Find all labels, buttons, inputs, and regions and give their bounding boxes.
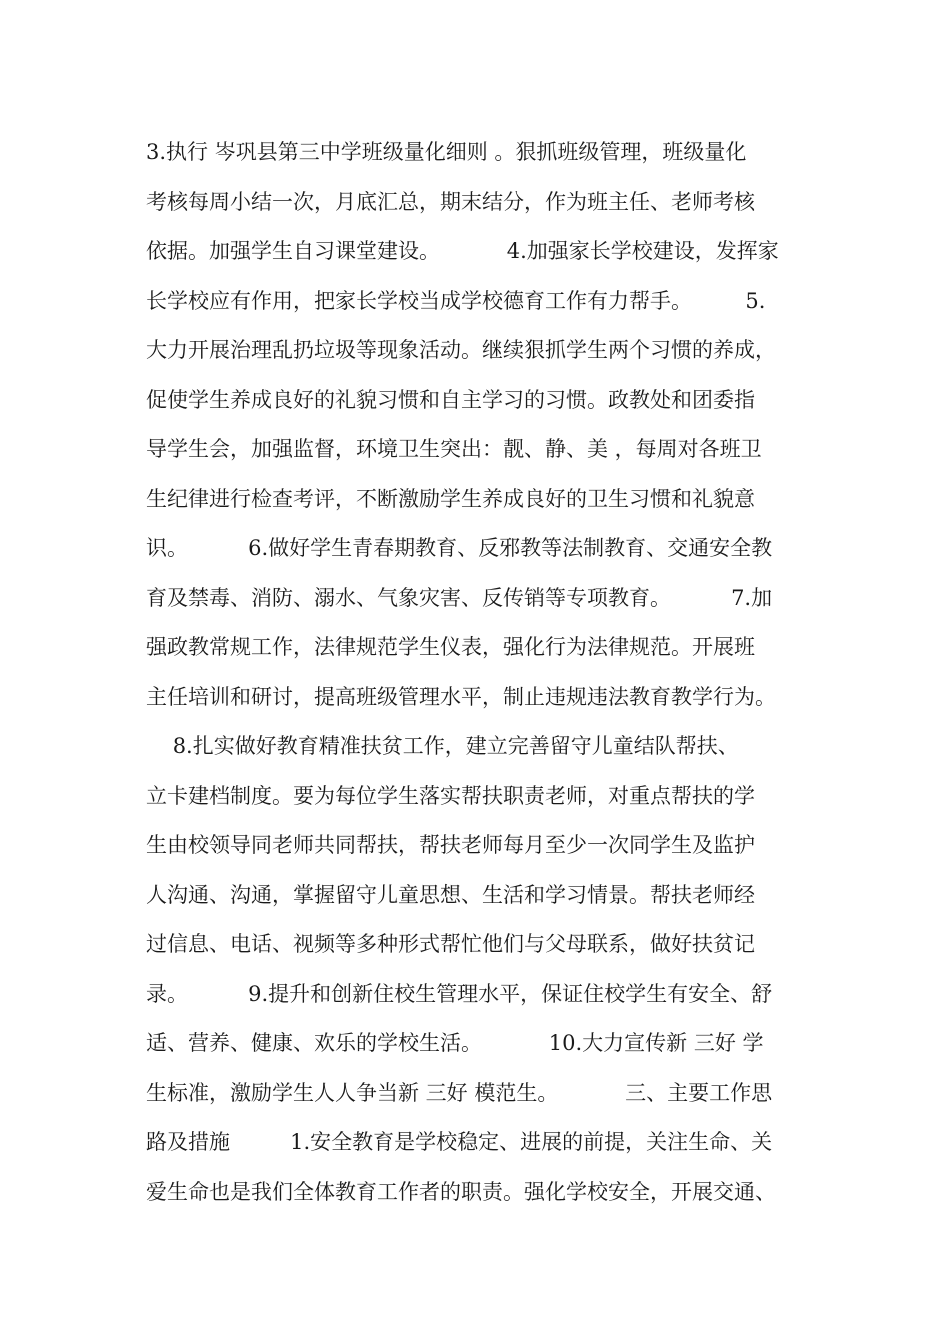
text-line: 大力开展治理乱扔垃圾等现象活动。继续狠抓学生两个习惯的养成， bbox=[146, 338, 776, 362]
text-line: 促使学生养成良好的礼貌习惯和自主学习的习惯。政教处和团委指 bbox=[146, 387, 755, 412]
text-line: 依据。加强学生自习课堂建设。 4.加强家长学校建设，发挥家 bbox=[146, 239, 779, 263]
text-line: 生纪律进行检查考评，不断激励学生养成良好的卫生习惯和礼貌意 bbox=[146, 486, 755, 511]
text-line: 主任培训和研讨，提高班级管理水平，制止违规违法教育教学行为。 bbox=[146, 684, 776, 709]
text-line: 识。 6.做好学生青春期教育、反邪教等法制教育、交通安全教 bbox=[146, 536, 773, 560]
text-line: 过信息、电话、视频等多种形式帮忙他们与父母联系，做好扶贫记 bbox=[146, 932, 755, 956]
text-line: 路及措施 1.安全教育是学校稳定、进展的前提，关注生命、关 bbox=[146, 1130, 773, 1154]
text-line: 考核每周小结一次，月底汇总，期末结分，作为班主任、老师考核 bbox=[146, 189, 755, 214]
body-text bbox=[146, 134, 826, 1223]
text-line: 强政教常规工作，法律规范学生仪表，强化行为法律规范。开展班 bbox=[146, 635, 755, 659]
text-line: 育及禁毒、消防、溺水、气象灾害、反传销等专项教育。 7.加 bbox=[146, 585, 773, 610]
text-line: 生由校领导同老师共同帮扶，帮扶老师每月至少一次同学生及监护 bbox=[146, 833, 755, 857]
text-line: 3.执行 岑巩县第三中学班级量化细则 。狠抓班级管理，班级量化 bbox=[146, 140, 747, 164]
text-line: 立卡建档制度。要为每位学生落实帮扶职责老师，对重点帮扶的学 bbox=[146, 783, 755, 808]
text-line: 生标准，激励学生人人争当新 三好 模范生。 三、主要工作思 bbox=[146, 1080, 773, 1105]
text-line: 爱生命也是我们全体教育工作者的职责。强化学校安全，开展交通、 bbox=[146, 1179, 776, 1204]
text-line: 适、营养、健康、欢乐的学校生活。 10.大力宣传新 三好 学 bbox=[146, 1031, 764, 1055]
text-line: 长学校应有作用，把家长学校当成学校德育工作有力帮手。 5. bbox=[146, 288, 766, 313]
text-line: 人沟通、沟通，掌握留守儿童思想、生活和学习情景。帮扶老师经 bbox=[146, 882, 755, 907]
text-line: 录。 9.提升和创新住校生管理水平，保证住校学生有安全、舒 bbox=[146, 981, 773, 1006]
text-line: 导学生会，加强监督，环境卫生突出：靓、静、美 ，每周对各班卫 bbox=[146, 437, 762, 461]
text-line: 8.扎实做好教育精准扶贫工作，建立完善留守儿童结队帮扶、 bbox=[146, 734, 739, 758]
